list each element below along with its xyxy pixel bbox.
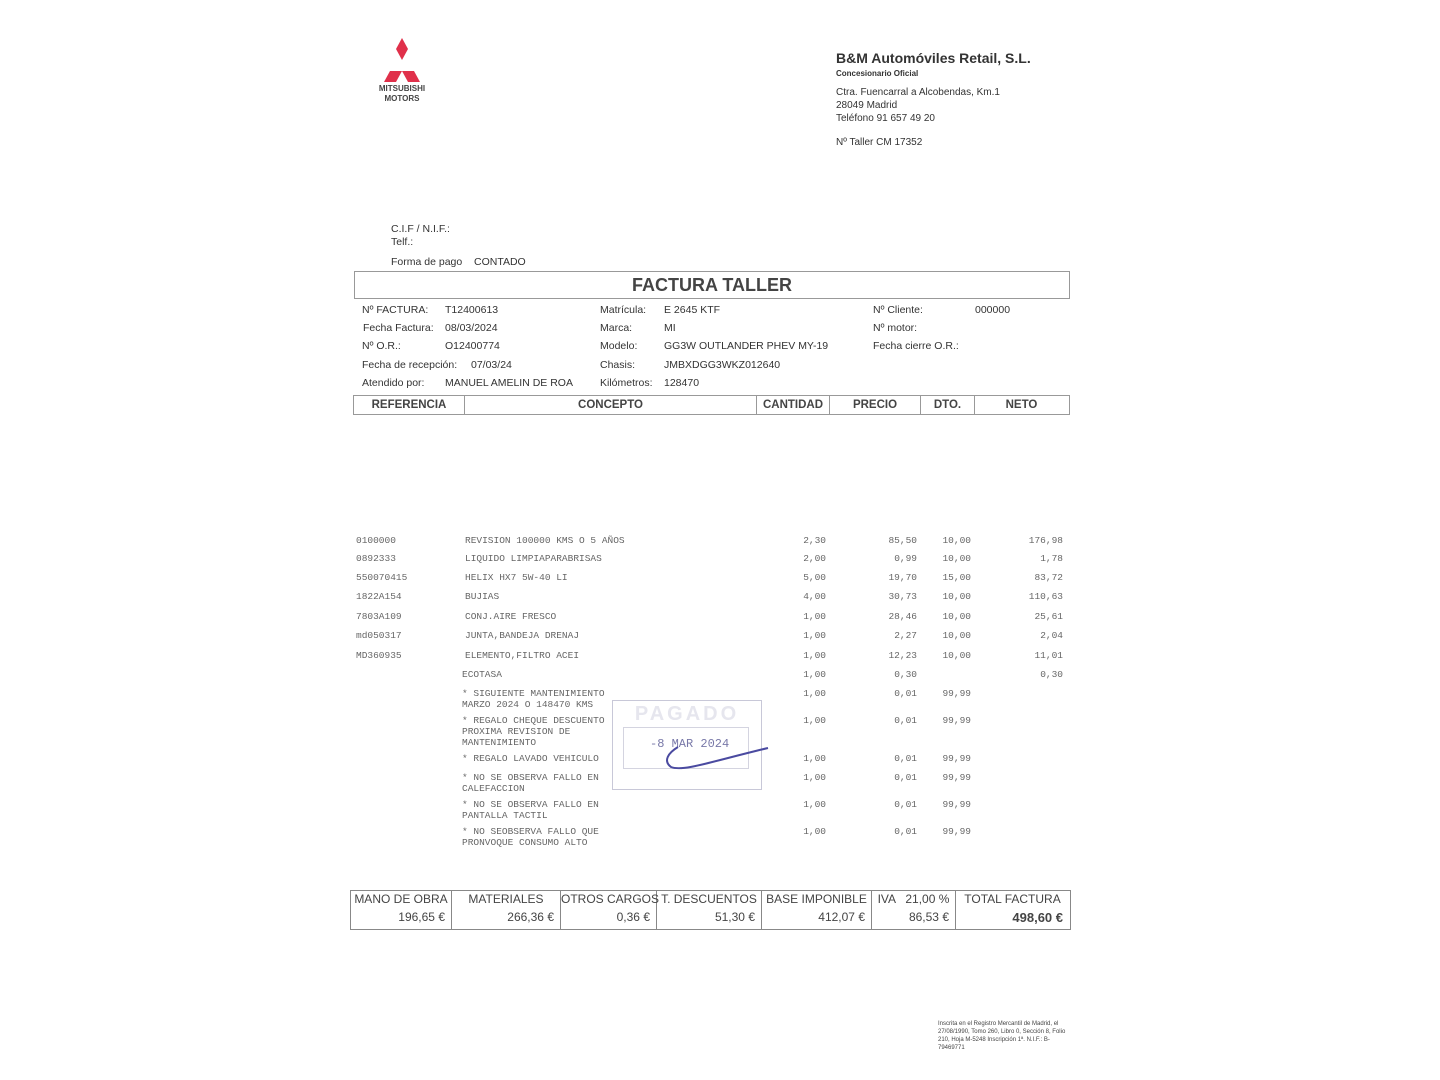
row-dto: 10,00 [942, 611, 971, 622]
logo-text-line1: MITSUBISHI [378, 84, 426, 93]
signature-scribble [643, 739, 773, 779]
tel-label: Telf.: [391, 236, 414, 248]
paid-stamp [612, 700, 762, 790]
row-precio: 12,23 [888, 650, 917, 661]
total-label: MANO DE OBRA [354, 892, 448, 906]
row-neto: 110,63 [1028, 591, 1063, 602]
row-precio: 0,01 [894, 826, 917, 837]
row-precio: 30,73 [888, 591, 917, 602]
row-precio: 0,99 [894, 553, 917, 564]
company-name: B&M Automóviles Retail, S.L. [836, 50, 1031, 66]
company-address-2: 28049 Madrid [836, 100, 898, 111]
row-concepto: * NO SE OBSERVA FALLO EN PANTALLA TACTIL [462, 799, 599, 821]
or-label: Nº O.R.: [362, 340, 401, 352]
company-phone: Teléfono 91 657 49 20 [836, 113, 935, 124]
company-subtitle: Concesionario Oficial [836, 69, 919, 78]
row-cantidad: 1,00 [803, 650, 826, 661]
row-dto: 99,99 [942, 799, 971, 810]
row-neto: 1,78 [1040, 553, 1063, 564]
col-cantidad: CANTIDAD [757, 396, 830, 414]
row-concepto: * NO SEOBSERVA FALLO QUE PRONVOQUE CONSUMO ALTO [462, 826, 599, 848]
row-precio: 0,01 [894, 799, 917, 810]
row-concepto: CONJ.AIRE FRESCO [465, 611, 557, 622]
total-cell-descuentos [657, 891, 762, 929]
row-cantidad: 1,00 [803, 826, 826, 837]
row-dto: 10,00 [942, 630, 971, 641]
row-ref: md050317 [356, 630, 402, 641]
cierre-label: Fecha cierre O.R.: [873, 340, 959, 352]
total-label: OTROS CARGOS [561, 892, 660, 906]
row-neto: 176,98 [1028, 535, 1063, 546]
col-precio: PRECIO [830, 396, 921, 414]
row-cantidad: 1,00 [803, 799, 826, 810]
row-dto: 99,99 [942, 772, 971, 783]
row-concepto: LIQUIDO LIMPIAPARABRISAS [465, 553, 602, 564]
or-value: O12400774 [445, 340, 500, 352]
recepcion-value: 07/03/24 [471, 359, 512, 371]
row-dto: 10,00 [942, 535, 971, 546]
row-cantidad: 2,30 [803, 535, 826, 546]
matricula-value: E 2645 KTF [664, 304, 721, 316]
row-precio: 19,70 [888, 572, 917, 583]
col-neto: NETO [1005, 399, 1038, 411]
row-cantidad: 1,00 [803, 715, 826, 726]
total-value: 266,36 € [507, 910, 554, 924]
row-neto: 11,01 [1034, 650, 1063, 661]
row-dto: 10,00 [942, 650, 971, 661]
row-ref: 0100000 [356, 535, 396, 546]
logo-text-line2: MOTORS [384, 94, 420, 103]
row-concepto: * REGALO CHEQUE DESCUENTO PROXIMA REVISION DE MANTENIMIENTO [462, 715, 605, 748]
three-diamonds-icon [375, 36, 429, 84]
row-precio: 0,01 [894, 715, 917, 726]
row-neto: 83,72 [1034, 572, 1063, 583]
total-value: 412,07 € [818, 910, 865, 924]
matricula-label: Matrícula: [600, 304, 647, 316]
totals-table [350, 890, 1071, 930]
row-cantidad: 1,00 [803, 611, 826, 622]
row-precio: 2,27 [894, 630, 917, 641]
factura-value: T12400613 [445, 304, 499, 316]
col-referencia: REFERENCIA [354, 396, 465, 414]
total-value: 498,60 € [1012, 910, 1063, 925]
row-neto: 25,61 [1034, 611, 1063, 622]
total-cell-iva [872, 891, 956, 929]
items-table-header [353, 395, 1070, 415]
row-neto: 2,04 [1040, 630, 1063, 641]
total-value: 51,30 € [714, 910, 755, 924]
row-concepto: BUJIAS [465, 591, 500, 602]
mitsubishi-logo [372, 36, 432, 104]
row-ref: 0892333 [356, 553, 396, 564]
total-value: 0,36 € [616, 910, 650, 924]
cliente-label: Nº Cliente: [873, 304, 923, 316]
motor-label: Nº motor: [873, 322, 918, 334]
row-precio: 0,30 [894, 669, 917, 680]
col-dto: DTO. [921, 396, 975, 414]
marca-label: Marca: [600, 322, 633, 334]
total-label: T. DESCUENTOS [661, 892, 757, 906]
company-block [836, 50, 1031, 149]
km-label: Kilómetros: [600, 377, 653, 389]
stamp-text: PAGADO [634, 703, 740, 725]
row-precio: 0,01 [894, 772, 917, 783]
row-precio: 28,46 [888, 611, 917, 622]
cliente-value: 000000 [975, 304, 1011, 316]
row-concepto: JUNTA,BANDEJA DRENAJ [465, 630, 580, 641]
total-cell-otros-cargos [561, 891, 660, 929]
total-label: BASE IMPONIBLE [766, 892, 867, 906]
invoice-title: FACTURA TALLER [354, 271, 1070, 299]
total-value: 86,53 € [908, 910, 949, 924]
payment-label: Forma de pago [391, 256, 463, 268]
recepcion-label: Fecha de recepción: [362, 359, 458, 371]
factura-label: Nº FACTURA: [362, 304, 429, 316]
row-dto: 99,99 [942, 688, 971, 699]
row-ref: 7803A109 [356, 611, 402, 622]
col-concepto: CONCEPTO [465, 396, 757, 414]
row-concepto: * REGALO LAVADO VEHICULO [462, 753, 599, 764]
row-dto: 99,99 [942, 826, 971, 837]
total-label: TOTAL FACTURA [964, 892, 1061, 906]
atendido-label: Atendido por: [362, 377, 425, 389]
row-cantidad: 1,00 [803, 630, 826, 641]
company-taller: Nº Taller CM 17352 [836, 137, 923, 148]
row-cantidad: 1,00 [803, 753, 826, 764]
company-address-1: Ctra. Fuencarral a Alcobendas, Km.1 [836, 87, 1000, 98]
row-dto: 10,00 [942, 553, 971, 564]
row-ref: MD360935 [356, 650, 402, 661]
km-value: 128470 [664, 377, 700, 389]
row-concepto: * SIGUIENTE MANTENIMIENTO MARZO 2024 O 148470 KMS [462, 688, 605, 710]
row-precio: 0,01 [894, 753, 917, 764]
registry-footer: Inscrita en el Registro Mercantil de Madrid, el 27/08/1990, Tomo 260, Libro 0, Sección 8, Folio 210, Hoja M-5248 Inscripción 1ª. N.I.F.: B-79469771 [938, 1021, 1066, 1051]
total-label: IVA 21,00 % [877, 892, 950, 906]
row-cantidad: 1,00 [803, 669, 826, 680]
row-ref: 1822A154 [356, 591, 402, 602]
fecha-value: 08/03/2024 [445, 322, 498, 334]
row-dto: 15,00 [942, 572, 971, 583]
row-neto: 0,30 [1040, 669, 1063, 680]
row-precio: 0,01 [894, 688, 917, 699]
fecha-label: Fecha Factura: [363, 322, 434, 334]
chasis-value: JMBXDGG3WKZ012640 [664, 359, 781, 371]
row-cantidad: 2,00 [803, 553, 826, 564]
total-value: 196,65 € [398, 910, 445, 924]
row-precio: 85,50 [888, 535, 917, 546]
atendido-value: MANUEL AMELIN DE ROA [445, 377, 573, 389]
cif-label: C.I.F / N.I.F.: [391, 223, 450, 235]
row-concepto: * NO SE OBSERVA FALLO EN CALEFACCION [462, 772, 599, 794]
total-cell-total-factura [956, 891, 1069, 929]
payment-value: CONTADO [474, 256, 526, 268]
row-cantidad: 1,00 [803, 772, 826, 783]
row-ref: 550070415 [356, 572, 408, 583]
chasis-label: Chasis: [600, 359, 636, 371]
row-concepto: HELIX HX7 5W-40 LI [465, 572, 568, 583]
stamp-date: -8 MAR 2024 [650, 737, 730, 751]
row-concepto: ECOTASA [462, 669, 502, 680]
row-cantidad: 4,00 [803, 591, 826, 602]
row-dto: 99,99 [942, 715, 971, 726]
total-cell-base-imponible [762, 891, 872, 929]
row-dto: 99,99 [942, 753, 971, 764]
modelo-value: GG3W OUTLANDER PHEV MY-19 [664, 340, 829, 352]
total-cell-mano-obra [351, 891, 452, 929]
total-label: MATERIALES [468, 892, 544, 906]
row-cantidad: 5,00 [803, 572, 826, 583]
marca-value: MI [664, 322, 676, 334]
total-cell-materiales [452, 891, 561, 929]
row-concepto: REVISION 100000 KMS O 5 AÑOS [465, 535, 625, 546]
row-dto: 10,00 [942, 591, 971, 602]
row-concepto: ELEMENTO,FILTRO ACEI [465, 650, 580, 661]
row-cantidad: 1,00 [803, 688, 826, 699]
modelo-label: Modelo: [600, 340, 638, 352]
